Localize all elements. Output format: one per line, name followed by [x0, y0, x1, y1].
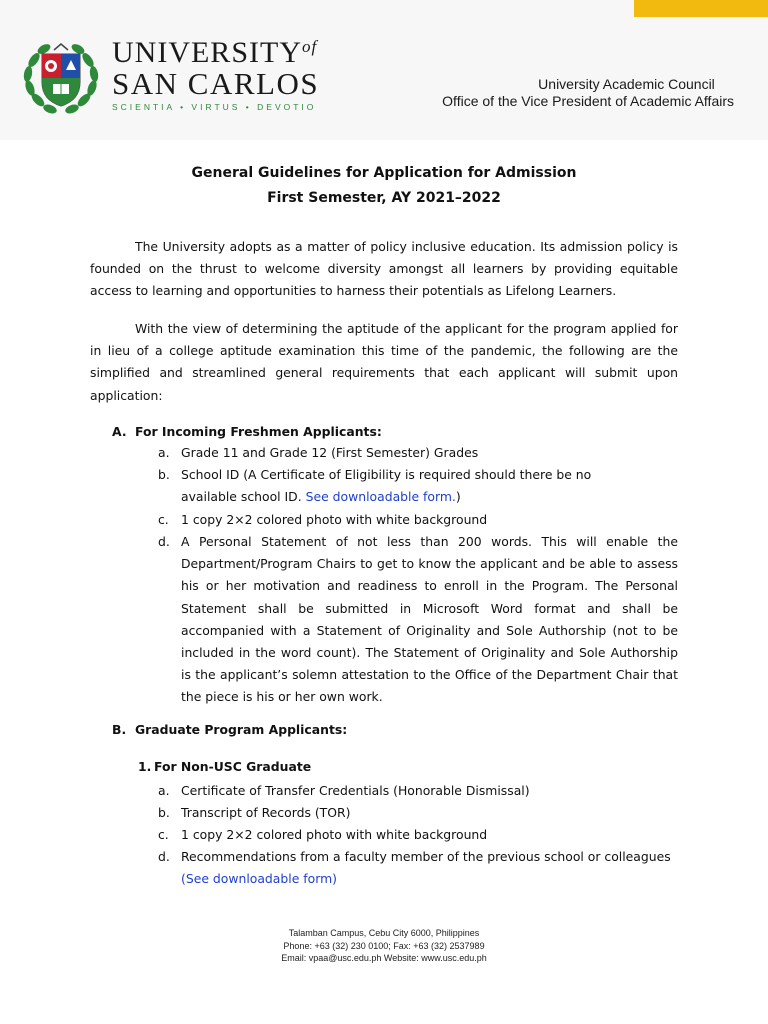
office-block: [442, 76, 734, 110]
document-subtitle: First Semester, AY 2021–2022: [267, 190, 501, 206]
list-marker: b.: [158, 467, 170, 482]
paragraph-text: The University adopts as a matter of policy inclusive education. Its admission policy is founded on the thrust to welcome diversity amongst all learners by providing equitable access to learning and opportunities to harness their potentials as Lifelong Learners.: [90, 239, 678, 299]
paragraph-requirements: [90, 318, 678, 407]
document-title: General Guidelines for Application for Admission: [191, 165, 577, 181]
paragraph-text: With the view of determining the aptitude of the applicant for the program applied for in lieu of a college aptitude examination this time of the pandemic, the following are the simplified and streamlined general requirements that each applicant will submit upon application:: [90, 321, 678, 403]
list-marker: d.: [158, 849, 170, 864]
list-marker: a.: [158, 783, 170, 798]
office-line1: University Academic Council: [538, 76, 715, 92]
university-name-line1: UNIVERSITY: [112, 36, 302, 69]
university-motto: SCIENTIA • VIRTUS • DEVOTIO: [112, 102, 317, 112]
section-b-marker: B.: [112, 722, 127, 737]
list-marker: c.: [158, 512, 169, 527]
footer: [0, 927, 768, 965]
footer-phone: Phone: +63 (32) 230 0100; Fax: +63 (32) 2537989: [283, 940, 485, 951]
section-a-marker: A.: [112, 424, 127, 439]
list-item-text: A Personal Statement of not less than 200 words. This will enable the Department/Program Chairs to get to know the applicant and be able to assess his or her motivation and readiness to enroll in the Program. The Personal Statement shall be submitted in Microsoft Word format and shall be accompanied with a Statement of Originality and Sole Authorship (not to be included in the word count). The Statement of Originality and Sole Authorship is the applicant’s solemn attestation to the Office of the Department Chair that the piece is his or her own work.: [181, 534, 678, 705]
subsection-1-marker: 1.: [138, 759, 152, 774]
university-name: [112, 38, 319, 112]
subsection-1-heading: For Non-USC Graduate: [154, 759, 312, 774]
list-marker: a.: [158, 445, 170, 460]
list-item-text-end: ): [455, 489, 461, 505]
list-item-text: Transcript of Records (TOR): [181, 805, 351, 820]
list-item-text: [181, 846, 678, 890]
office-line2: Office of the Vice President of Academic Affairs: [442, 93, 734, 109]
list-marker: d.: [158, 534, 170, 549]
section-b-heading: Graduate Program Applicants:: [135, 722, 348, 737]
list-item-text-main: School ID (A Certificate of Eligibility is required should there be no available school ID.: [181, 467, 592, 505]
list-marker: b.: [158, 805, 170, 820]
footer-address: Talamban Campus, Cebu City 6000, Philippines: [288, 928, 480, 938]
paragraph-policy: [90, 236, 678, 303]
university-name-of: of: [302, 37, 318, 56]
list-marker: c.: [158, 827, 169, 842]
list-item-text: Certificate of Transfer Credentials (Honorable Dismissal): [181, 783, 530, 798]
list-item-text: [181, 464, 651, 508]
downloadable-form-link[interactable]: See downloadable form.: [305, 489, 456, 505]
footer-contact: Email: vpaa@usc.edu.ph Website: www.usc.edu.ph: [281, 953, 487, 963]
university-name-line2: SAN CARLOS: [112, 66, 320, 101]
list-item-text: 1 copy 2×2 colored photo with white background: [181, 827, 488, 842]
list-item-text-main: Recommendations from a faculty member of the previous school or colleagues: [181, 849, 671, 864]
accent-bar: [634, 0, 768, 17]
list-item-text: Grade 11 and Grade 12 (First Semester) Grades: [181, 445, 479, 460]
university-seal-icon: [20, 36, 102, 116]
downloadable-form-link[interactable]: (See downloadable form): [181, 871, 337, 887]
list-item-text: 1 copy 2×2 colored photo with white background: [181, 512, 488, 527]
section-a-heading: For Incoming Freshmen Applicants:: [135, 424, 382, 439]
